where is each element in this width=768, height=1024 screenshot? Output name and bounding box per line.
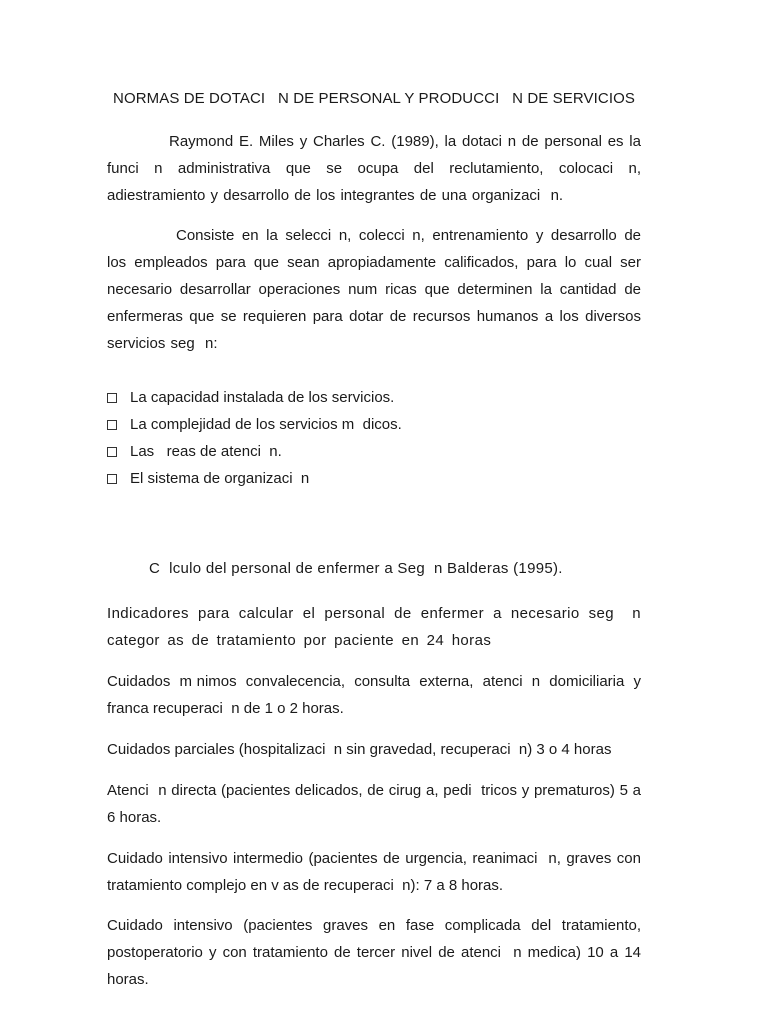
checkbox-bullet-icon bbox=[107, 447, 117, 457]
checkbox-bullet-icon bbox=[107, 420, 117, 430]
list-item bbox=[107, 411, 641, 438]
list-item-text: La complejidad de los servicios m dicos. bbox=[130, 416, 402, 433]
list-item-text: La capacidad instalada de los servicios. bbox=[130, 389, 395, 406]
list-item bbox=[107, 438, 641, 465]
care-category-intensive: Cuidado intensivo (pacientes graves en fase complicada del tratamiento, postoperatorio y con tratamiento de tercer nivel de atenci n medica) 10 a 14 horas. bbox=[107, 917, 646, 988]
intro-paragraph: Raymond E. Miles y Charles C. (1989), la dotaci n de personal es la funci n administrativa que se ocupa del reclutamiento, colocaci n, adiestramiento y desarrollo de los integrantes de una organizaci n. bbox=[107, 133, 647, 204]
list-item bbox=[107, 384, 641, 411]
care-category-direct: Atenci n directa (pacientes delicados, de cirug a, pedi tricos y prematuros) 5 a 6 horas. bbox=[107, 782, 646, 826]
document-title: NORMAS DE DOTACI N DE PERSONAL Y PRODUCCI N DE SERVICIOS bbox=[113, 90, 635, 107]
indicators-intro: Indicadores para calcular el personal de enfermer a necesario seg n categor as de tratamiento por paciente en 24 horas bbox=[107, 605, 649, 649]
definition-paragraph: Consiste en la selecci n, colecci n, entrenamiento y desarrollo de los empleados para que sean apropiadamente calificados, para lo cual ser necesario desarrollar operaciones num ricas que determinen la cantidad de enfermeras que se requieren para dotar de recursos humanos a los diversos servicios seg n: bbox=[107, 227, 657, 352]
list-item-text: Las reas de atenci n. bbox=[130, 443, 282, 460]
criteria-list bbox=[107, 384, 641, 492]
checkbox-bullet-icon bbox=[107, 393, 117, 403]
list-item-text: El sistema de organizaci n bbox=[130, 470, 310, 487]
checkbox-bullet-icon bbox=[107, 474, 117, 484]
list-item bbox=[107, 465, 641, 492]
care-category-partial: Cuidados parciales (hospitalizaci n sin gravedad, recuperaci n) 3 o 4 horas bbox=[107, 741, 612, 758]
section-subheading: C lculo del personal de enfermer a Seg n Balderas (1995). bbox=[149, 560, 563, 577]
care-category-minimal: Cuidados m nimos convalecencia, consulta externa, atenci n domiciliaria y franca recuperaci n de 1 o 2 horas. bbox=[107, 673, 646, 717]
care-category-intermediate-intensive: Cuidado intensivo intermedio (pacientes de urgencia, reanimaci n, graves con tratamiento complejo en v as de recuperaci n): 7 a 8 horas. bbox=[107, 850, 646, 894]
